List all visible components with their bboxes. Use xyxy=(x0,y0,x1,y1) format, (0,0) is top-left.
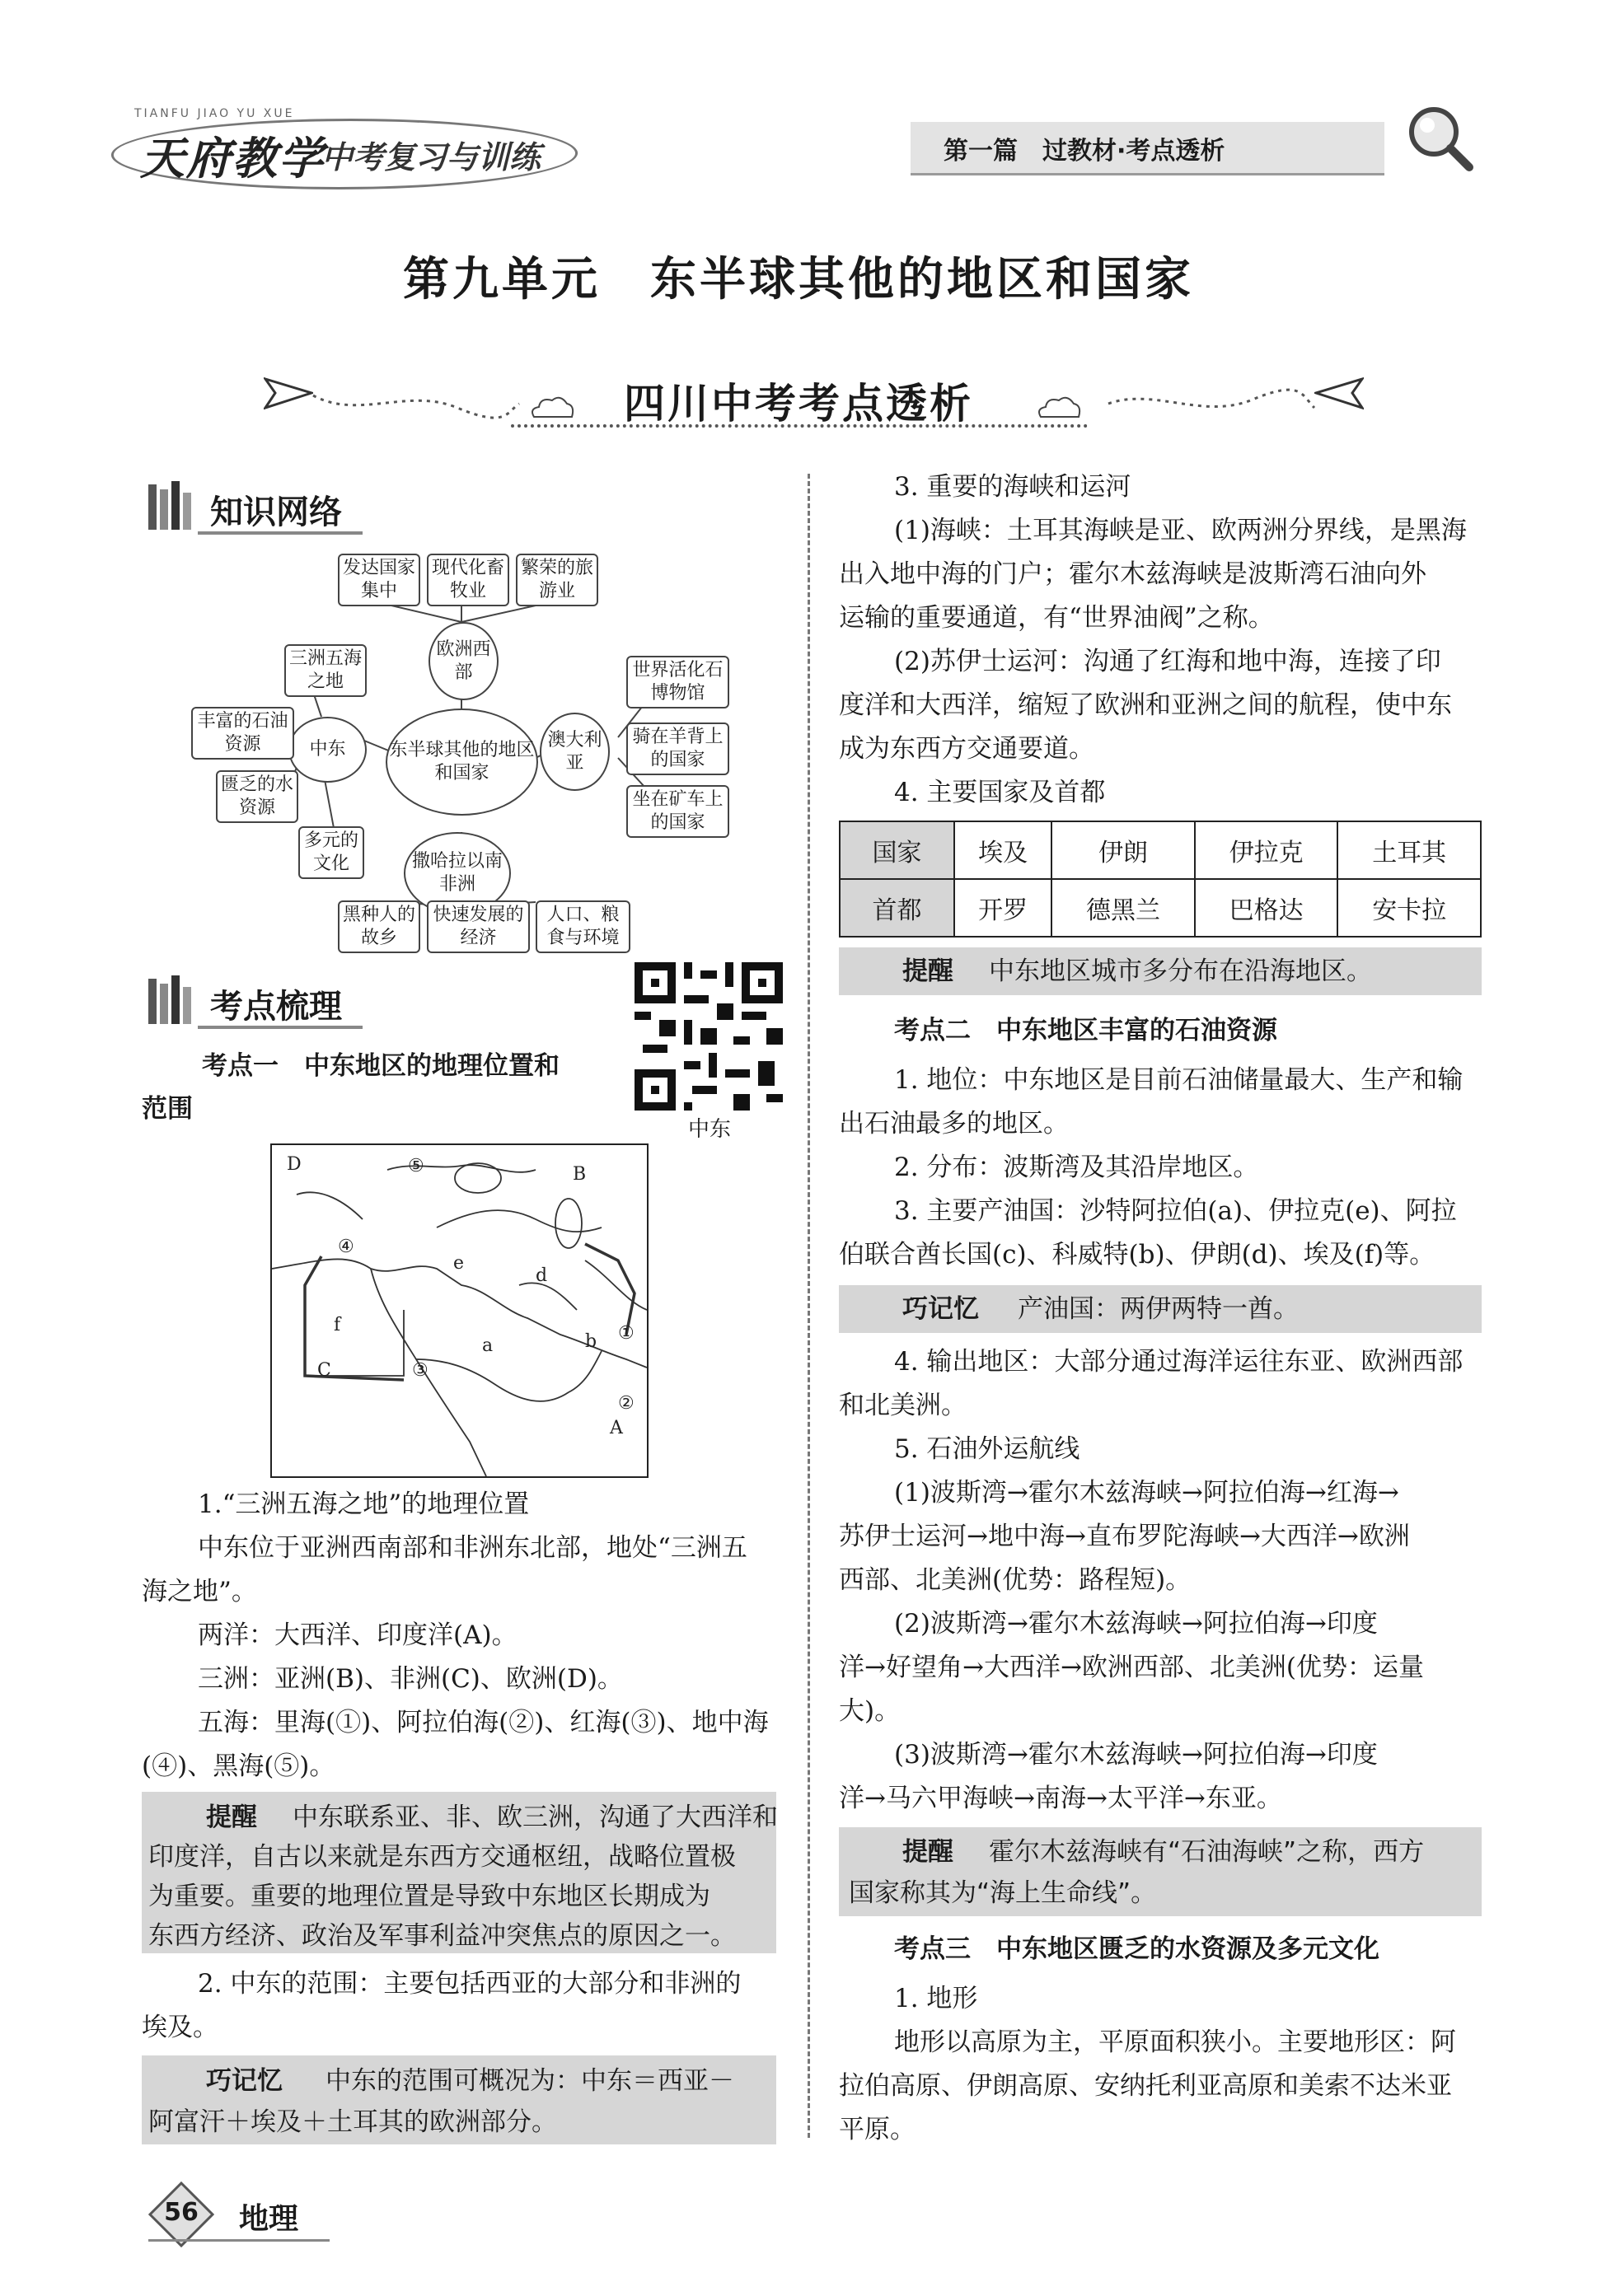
cloud-icon-right xyxy=(1034,394,1084,420)
magnifier-icon xyxy=(1405,103,1475,173)
brand-title: 天府教学 xyxy=(140,133,325,185)
k2-line-2: 出石油最多的地区。 xyxy=(839,1109,1069,1139)
p1-line-3: 两洋：大西洋、印度洋(A)。 xyxy=(198,1620,518,1650)
brand-pinyin: TIANFU JIAO YU XUE xyxy=(134,107,295,120)
map-node-europe-2: 现代化畜牧业 xyxy=(427,554,509,606)
tip-3-label: 提醒 xyxy=(902,1837,953,1867)
k2-line-11: 西部、北美洲(优势：路程短)。 xyxy=(839,1565,1192,1595)
heading-underline xyxy=(198,531,363,535)
footer-rule xyxy=(148,2239,330,2242)
map-branch-europe: 欧洲西部 xyxy=(429,622,499,700)
tip-1-line-2: 印度洋，自古以来就是东西方交通枢纽，战略位置极 xyxy=(148,1842,736,1872)
k3-line-2: 地形以高原为主，平原面积狭小。主要地形区：阿 xyxy=(894,2027,1456,2057)
map-node-au-3: 坐在矿车上的国家 xyxy=(626,785,729,838)
p3-line-3: 运输的重要通道，有“世界油阀”之称。 xyxy=(839,603,1274,633)
map-label: f xyxy=(334,1315,341,1335)
map-node-me-4: 多元的文化 xyxy=(298,826,364,879)
k3-line-3: 拉伯高原、伊朗高原、安纳托利亚高原和美索不达米亚 xyxy=(839,2071,1452,2101)
qr-caption: 中东 xyxy=(688,1117,732,1142)
table-cell: 巴格达 xyxy=(1195,879,1338,937)
p3-line-6: 成为东西方交通要道。 xyxy=(839,734,1094,764)
map-label: b xyxy=(585,1331,597,1352)
p3-line-2: 出入地中海的门户；霍尔木兹海峡是波斯湾石油向外 xyxy=(839,559,1426,589)
p1-line-6: (④)、黑海(⑤)。 xyxy=(142,1751,335,1781)
k2-line-5: 伯联合酋长国(c)、科威特(b)、伊朗(d)、埃及(f)等。 xyxy=(839,1240,1435,1270)
map-node-me-2: 丰富的石油资源 xyxy=(191,707,294,760)
k2-line-10: 苏伊士运河→地中海→直布罗陀海峡→大西洋→欧洲 xyxy=(839,1522,1410,1551)
tip-3-line-2: 国家称其为“海上生命线”。 xyxy=(849,1878,1157,1908)
k2-line-15: (3)波斯湾→霍尔木兹海峡→阿拉伯海→印度 xyxy=(894,1740,1378,1770)
map-label: A xyxy=(610,1418,623,1438)
section-title: 四川中考考点透析 xyxy=(624,380,973,428)
k2-line-6: 4. 输出地区：大部分通过海洋运往东亚、欧洲西部 xyxy=(894,1347,1464,1377)
table-cell: 首都 xyxy=(840,879,954,937)
map-label: D xyxy=(287,1154,302,1175)
table-cell: 国家 xyxy=(840,821,954,879)
table-cell: 埃及 xyxy=(954,821,1051,879)
cloud-icon xyxy=(527,394,577,420)
table-row xyxy=(840,821,1481,879)
map-label: B xyxy=(573,1164,587,1185)
p3-title: 3. 重要的海峡和运河 xyxy=(894,472,1131,502)
map-node-sa-3: 人口、粮食与环境 xyxy=(536,900,630,953)
map-label: ① xyxy=(618,1323,635,1344)
p2-line-1: 2. 中东的范围：主要包括西亚的大部分和非洲的 xyxy=(198,1969,742,1999)
k2-line-9: (1)波斯湾→霍尔木兹海峡→阿拉伯海→红海→ xyxy=(894,1478,1399,1508)
subject-label: 地理 xyxy=(239,2202,299,2236)
table-row xyxy=(840,879,1481,937)
capitals-table xyxy=(839,821,1482,938)
k3-line-1: 1. 地形 xyxy=(894,1984,978,2013)
kd1-title-cont: 范围 xyxy=(142,1094,193,1124)
unit-title: 第九单元 东半球其他的地区和国家 xyxy=(403,253,1194,306)
middle-east-map xyxy=(270,1143,649,1478)
map-node-sa-1: 黑种人的故乡 xyxy=(338,900,420,953)
p1-title: 1.“三洲五海之地”的地理位置 xyxy=(198,1489,530,1519)
tip-3-line-1: 霍尔木兹海峡有“石油海峡”之称，西方 xyxy=(989,1837,1425,1867)
memory-2-text: 产油国：两伊两特一酋。 xyxy=(1018,1294,1299,1324)
kd2-title: 考点二 中东地区丰富的石油资源 xyxy=(894,1016,1277,1045)
p3-line-5: 度洋和大西洋，缩短了欧洲和亚洲之间的航程，使中东 xyxy=(839,690,1452,720)
k2-line-13: 洋→好望角→大西洋→欧洲西部、北美洲(优势：运量 xyxy=(839,1653,1425,1682)
page-number-badge xyxy=(148,2181,214,2247)
map-label: ④ xyxy=(338,1237,354,1257)
p4-title: 4. 主要国家及首都 xyxy=(894,778,1106,807)
p2-line-2: 埃及。 xyxy=(142,2013,218,2042)
section-underline xyxy=(511,424,1088,428)
map-node-europe-1: 发达国家集中 xyxy=(338,554,420,606)
column-divider xyxy=(808,474,810,2138)
p1-line-2: 海之地”。 xyxy=(142,1577,257,1606)
map-node-me-3: 匮乏的水资源 xyxy=(216,770,298,823)
k3-line-4: 平原。 xyxy=(839,2115,916,2144)
tip-1-line-1: 中东联系亚、非、欧三洲，沟通了大西洋和 xyxy=(293,1803,778,1832)
table-cell: 伊朗 xyxy=(1051,821,1195,879)
table-cell: 伊拉克 xyxy=(1195,821,1338,879)
table-cell: 德黑兰 xyxy=(1051,879,1195,937)
knowledge-heading: 知识网络 xyxy=(210,493,342,531)
map-label: ⑤ xyxy=(408,1156,424,1176)
books-icon xyxy=(142,478,199,535)
k2-line-16: 洋→马六甲海峡→南海→太平洋→东亚。 xyxy=(839,1784,1282,1813)
p3-line-1: (1)海峡：土耳其海峡是亚、欧两洲分界线，是黑海 xyxy=(894,516,1467,545)
map-label: e xyxy=(453,1253,465,1274)
k2-line-3: 2. 分布：波斯湾及其沿岸地区。 xyxy=(894,1153,1259,1182)
heading-underline-2 xyxy=(198,1026,363,1029)
map-node-au-1: 世界活化石博物馆 xyxy=(626,656,729,708)
map-label: C xyxy=(317,1360,331,1381)
section-tag: 第一篇 过教材·考点透析 xyxy=(911,122,1384,175)
p1-line-1: 中东位于亚洲西南部和非洲东北部，地处“三洲五 xyxy=(198,1533,747,1563)
brand-subtitle: 中考复习与训练 xyxy=(321,139,541,175)
map-outline xyxy=(272,1145,647,1476)
p3-line-4: (2)苏伊士运河：沟通了红海和地中海，连接了印 xyxy=(894,647,1441,676)
map-label: a xyxy=(482,1335,494,1356)
table-cell: 安卡拉 xyxy=(1337,879,1481,937)
k2-line-7: 和北美洲。 xyxy=(839,1391,967,1420)
qr-code[interactable] xyxy=(635,962,783,1111)
map-node-europe-3: 繁荣的旅游业 xyxy=(516,554,598,606)
map-label: d xyxy=(536,1265,548,1286)
points-heading: 考点梳理 xyxy=(210,988,342,1026)
k2-line-1: 1. 地位：中东地区是目前石油储量最大、生产和输 xyxy=(894,1065,1464,1095)
k2-line-4: 3. 主要产油国：沙特阿拉伯(a)、伊拉克(e)、阿拉 xyxy=(894,1196,1457,1226)
map-branch-australia: 澳大利亚 xyxy=(540,713,610,791)
map-branch-middle-east: 中东 xyxy=(288,717,367,783)
memory-1-line-1: 中东的范围可概况为：中东＝西亚－ xyxy=(325,2066,734,2096)
table-cell: 土耳其 xyxy=(1337,821,1481,879)
tip-1-label: 提醒 xyxy=(206,1803,257,1832)
p1-line-4: 三洲：亚洲(B)、非洲(C)、欧洲(D)。 xyxy=(198,1664,623,1694)
k2-line-12: (2)波斯湾→霍尔木兹海峡→阿拉伯海→印度 xyxy=(894,1609,1378,1639)
memory-1-label: 巧记忆 xyxy=(206,2066,283,2096)
map-center: 东半球其他的地区和国家 xyxy=(386,708,538,816)
tip-1-line-4: 东西方经济、政治及军事利益冲突焦点的原因之一。 xyxy=(148,1921,736,1951)
table-cell: 开罗 xyxy=(954,879,1051,937)
kd3-title: 考点三 中东地区匮乏的水资源及多元文化 xyxy=(894,1934,1379,1964)
map-branch-sahara: 撒哈拉以南非洲 xyxy=(404,832,511,914)
map-node-sa-2: 快速发展的经济 xyxy=(427,900,530,953)
k2-line-14: 大)。 xyxy=(839,1696,901,1726)
map-label: ② xyxy=(618,1393,635,1414)
tip-2-label: 提醒 xyxy=(902,956,953,986)
memory-1-line-2: 阿富汗＋埃及＋土耳其的欧洲部分。 xyxy=(148,2107,557,2137)
books-icon-2 xyxy=(142,972,199,1030)
map-label: ③ xyxy=(412,1360,429,1381)
page-number: 56 xyxy=(164,2198,199,2227)
tip-2-text: 中东地区城市多分布在沿海地区。 xyxy=(989,956,1372,986)
p1-line-5: 五海：里海(①)、阿拉伯海(②)、红海(③)、地中海 xyxy=(198,1708,769,1737)
map-node-me-1: 三洲五海之地 xyxy=(284,644,367,697)
brand-logo xyxy=(111,107,573,186)
k2-line-8: 5. 石油外运航线 xyxy=(894,1434,1080,1464)
map-node-au-2: 骑在羊背上的国家 xyxy=(626,722,729,775)
tip-1-line-3: 为重要。重要的地理位置是导致中东地区长期成为 xyxy=(148,1882,710,1911)
kd1-title: 考点一 中东地区的地理位置和 xyxy=(202,1051,560,1081)
memory-2-label: 巧记忆 xyxy=(902,1294,979,1324)
